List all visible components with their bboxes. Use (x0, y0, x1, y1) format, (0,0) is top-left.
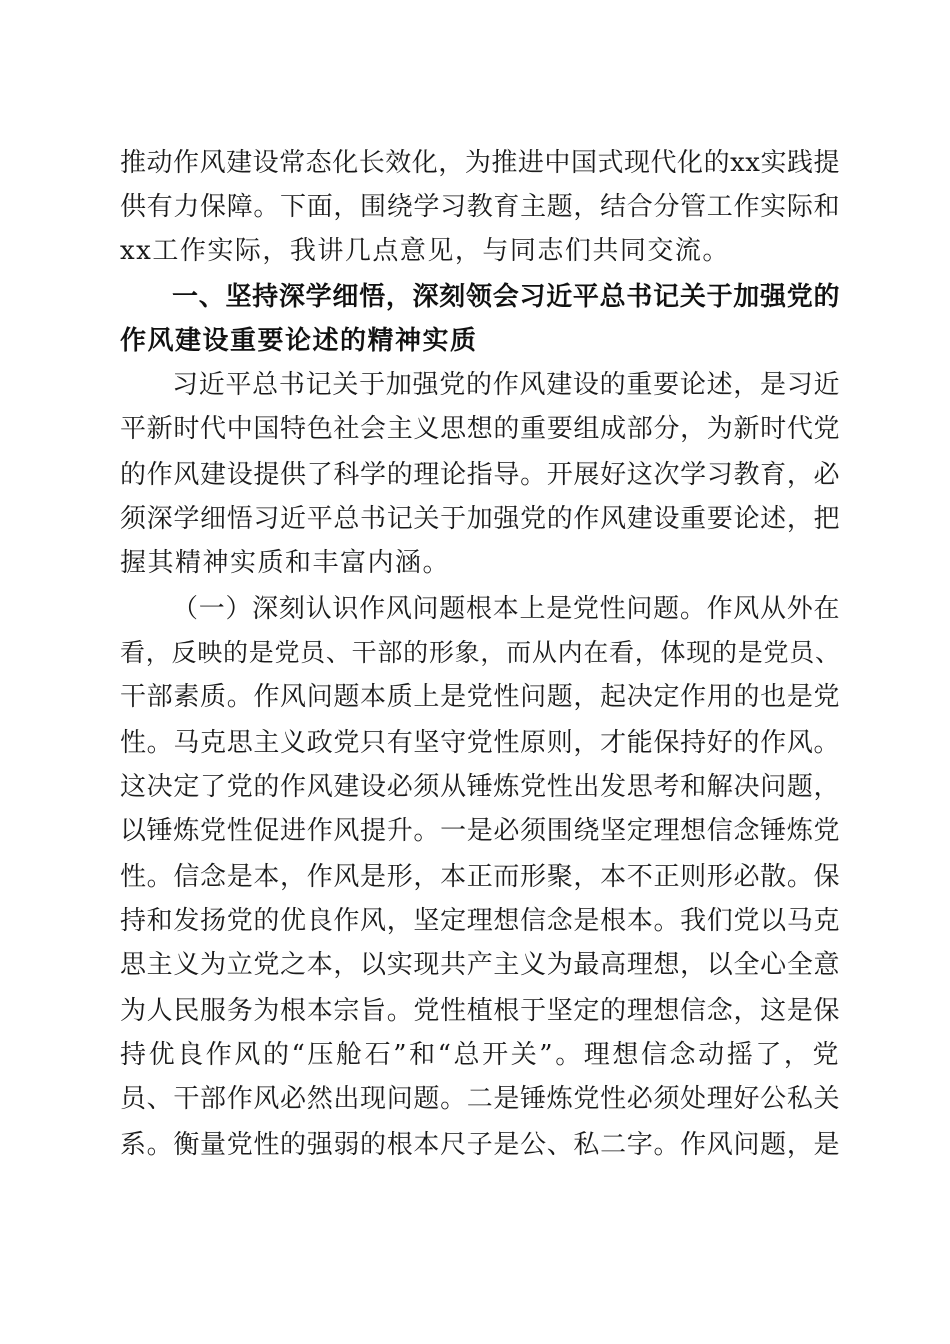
body-text-line: 平新时代中国特色社会主义思想的重要组成部分，为新时代党 (120, 414, 840, 444)
body-text-line: 的作风建设提供了科学的理论指导。开展好这次学习教育，必 (120, 460, 840, 490)
body-text-line: 员、干部作风必然出现问题。二是锤炼党性必须处理好公私关 (120, 1084, 840, 1114)
body-text-line: 这决定了党的作风建设必须从锤炼党性出发思考和解决问题， (120, 772, 840, 802)
body-text-line: 为人民服务为根本宗旨。党性植根于坚定的理想信念，这是保 (120, 996, 840, 1026)
body-text-line: 持优良作风的“压舱石”和“总开关”。理想信念动摇了，党 (120, 1040, 840, 1070)
body-text-line: 系。衡量党性的强弱的根本尺子是公、私二字。作风问题，是 (120, 1130, 840, 1160)
body-text-line: 习近平总书记关于加强党的作风建设的重要论述，是习近 (172, 370, 840, 400)
subsection-text-line: （一）深刻认识作风问题根本上是党性问题。作风从外在 (172, 594, 840, 624)
body-text-line: 性。信念是本，作风是形，本正而形聚，本不正则形必散。保 (120, 862, 840, 892)
body-text-line: 性。马克思主义政党只有坚守党性原则，才能保持好的作风。 (120, 728, 840, 758)
body-text-line: 持和发扬党的优良作风，坚定理想信念是根本。我们党以马克 (120, 906, 840, 936)
body-text-line: 看，反映的是党员、干部的形象，而从内在看，体现的是党员、 (120, 638, 840, 667)
body-text-line: 干部素质。作风问题本质上是党性问题，起决定作用的也是党 (120, 682, 840, 712)
body-text-line: 以锤炼党性促进作风提升。一是必须围绕坚定理想信念锤炼党 (120, 816, 840, 846)
body-text-line: xx工作实际，我讲几点意见，与同志们共同交流。 (120, 236, 730, 266)
body-text-line: 推动作风建设常态化长效化，为推进中国式现代化的xx实践提 (120, 148, 840, 178)
body-text-line: 供有力保障。下面，围绕学习教育主题，结合分管工作实际和 (120, 192, 840, 222)
body-text-line: 思主义为立党之本，以实现共产主义为最高理想，以全心全意 (120, 950, 840, 980)
body-text-line: 握其精神实质和丰富内涵。 (120, 548, 451, 578)
section-heading-line: 一、坚持深学细悟，深刻领会习近平总书记关于加强党的 (172, 282, 840, 312)
section-heading-line: 作风建设重要论述的精神实质 (120, 326, 478, 356)
body-text-line: 须深学细悟习近平总书记关于加强党的作风建设重要论述，把 (120, 504, 840, 534)
